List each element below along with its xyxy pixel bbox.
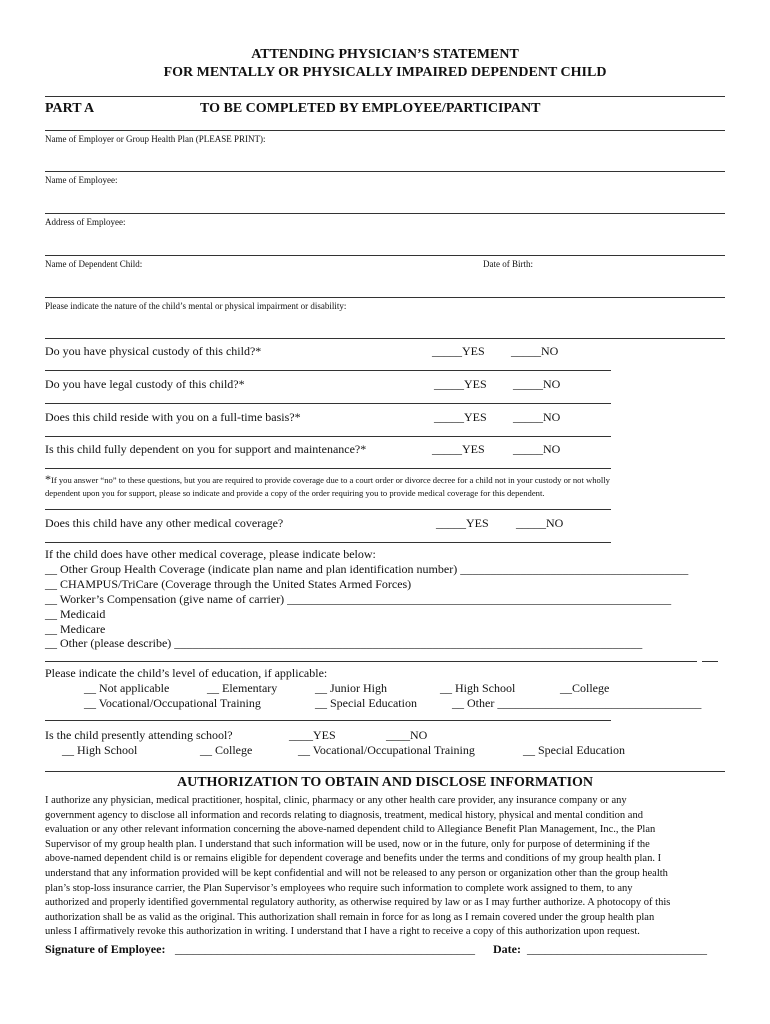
edu-high-school[interactable]: __ High School	[440, 681, 516, 695]
note-line2: dependent upon you for support, please so indicate and provide a copy of the order requiring you to provide medical coverage for this dependent.	[45, 487, 545, 498]
employer-label: Name of Employer or Group Health Plan (PLEASE PRINT):	[45, 134, 266, 144]
edu-special[interactable]: __ Special Education	[315, 696, 417, 710]
coverage-workers-comp[interactable]: __ Worker’s Compensation (give name of carrier) ________________________________________________________________	[45, 592, 672, 606]
nature-answer-line[interactable]	[45, 338, 725, 339]
q4-text: Is this child fully dependent on you for support and maintenance?*	[45, 442, 367, 456]
q4-yes[interactable]: _____YES	[432, 442, 485, 456]
dependent-label: Name of Dependent Child:	[45, 259, 143, 269]
authorization-line: plan’s stop-loss insurance carrier, the Plan Supervisor’s employees who require such information to complete work assigned to them, to any	[45, 882, 633, 894]
q1-no[interactable]: _____NO	[511, 344, 559, 358]
nature-label: Please indicate the nature of the child’s mental or physical impairment or disability:	[45, 301, 347, 311]
attending-vocational[interactable]: __ Vocational/Occupational Training	[298, 743, 475, 757]
edu-other[interactable]: __ Other __________________________________	[452, 696, 702, 710]
q5-divider	[45, 542, 611, 543]
employer-line[interactable]	[45, 130, 725, 131]
attending-high-school[interactable]: __ High School	[62, 743, 138, 757]
q3-no[interactable]: _____NO	[513, 410, 561, 424]
address-line[interactable]	[45, 213, 725, 214]
authorization-line: evaluation or any other relevant information concerning the above-named dependent child to Allegiance Benefit Plan Management, Inc., the Plan	[45, 824, 656, 836]
coverage-medicare[interactable]: __ Medicare	[45, 622, 106, 636]
attending-divider	[45, 771, 725, 772]
coverage-intro: If the child does have other medical coverage, please indicate below:	[45, 547, 376, 561]
signature-label: Signature of Employee:	[45, 942, 166, 956]
attending-yes[interactable]: ____YES	[289, 728, 336, 742]
note-line1: If you answer “no” to these questions, but you are required to provide coverage due to a court order or divorce decree for a child not in your custody or not wholly	[51, 475, 610, 485]
authorization-line: above-named dependent child is or remains eligible for dependent coverage and benefits under the terms and conditions of my group health plan. I	[45, 853, 662, 865]
authorization-line: Supervisor of my group health plan. I understand that such information will be used, now or in the future, only for purpose of determining if the	[45, 838, 650, 850]
dependent-line[interactable]	[45, 255, 725, 256]
q3-text: Does this child reside with you on a full-time basis?*	[45, 410, 301, 424]
date-field[interactable]: ______________________________	[527, 942, 707, 956]
authorization-line: understand that any information provided will be kept confidential and will not be released to any person or organization other than the group health	[45, 867, 668, 879]
q2-text: Do you have legal custody of this child?*	[45, 377, 245, 391]
edu-junior-high[interactable]: __ Junior High	[315, 681, 387, 695]
q5-yes[interactable]: _____YES	[436, 516, 489, 530]
authorization-line: government agency to disclose all information and records relating to diagnosis, treatment, medical history, physical and mental condition and	[45, 809, 643, 821]
q4-no[interactable]: _____NO	[513, 442, 561, 456]
note-star: *	[45, 472, 51, 486]
form-title-line2: FOR MENTALLY OR PHYSICALLY IMPAIRED DEPENDENT CHILD	[163, 65, 607, 80]
q1-divider	[45, 370, 611, 371]
q3-yes[interactable]: _____YES	[434, 410, 487, 424]
nature-line[interactable]	[45, 297, 725, 298]
q5-no[interactable]: _____NO	[516, 516, 564, 530]
edu-vocational[interactable]: __ Vocational/Occupational Training	[84, 696, 261, 710]
education-divider	[45, 720, 611, 721]
coverage-divider-tail	[702, 661, 718, 662]
edu-college[interactable]: __College	[560, 681, 610, 695]
attending-question: Is the child presently attending school?	[45, 728, 233, 742]
q4-divider	[45, 468, 611, 469]
signature-field[interactable]: __________________________________________________	[175, 942, 475, 956]
q1-yes[interactable]: _____YES	[432, 344, 485, 358]
authorization-text	[45, 794, 729, 940]
q5-text: Does this child have any other medical coverage?	[45, 516, 284, 530]
q2-no[interactable]: _____NO	[513, 377, 561, 391]
coverage-divider	[45, 661, 697, 662]
authorization-line: unless I affirmatively revoke this authorization in writing. I understand that I have a right to receive a copy of this authorization upon request.	[45, 926, 640, 938]
part-a-heading: TO BE COMPLETED BY EMPLOYEE/PARTICIPANT	[200, 101, 541, 116]
q1-text: Do you have physical custody of this child?*	[45, 344, 262, 358]
attending-no[interactable]: ____NO	[386, 728, 428, 742]
note-divider	[45, 509, 611, 510]
date-label: Date:	[493, 942, 521, 956]
authorization-heading: AUTHORIZATION TO OBTAIN AND DISCLOSE INFORMATION	[176, 775, 594, 790]
coverage-champus[interactable]: __ CHAMPUS/TriCare (Coverage through the United States Armed Forces)	[45, 577, 412, 591]
edu-not-applicable[interactable]: __ Not applicable	[84, 681, 170, 695]
form-title-line1: ATTENDING PHYSICIAN’S STATEMENT	[251, 47, 519, 62]
custody-note	[45, 473, 729, 499]
coverage-other[interactable]: __ Other (please describe) ______________________________________________________________________________	[45, 636, 643, 650]
q2-yes[interactable]: _____YES	[434, 377, 487, 391]
q2-divider	[45, 403, 611, 404]
authorization-line: I authorize any physician, medical practitioner, hospital, clinic, pharmacy or any other health care provider, any insurance company or any	[45, 795, 627, 806]
authorization-line: authorized and properly identified governmental regulatory authority, as otherwise required by law or as I may further authorize. A photocopy of this	[45, 897, 671, 909]
edu-elementary[interactable]: __ Elementary	[207, 681, 278, 695]
q3-divider	[45, 436, 611, 437]
address-label: Address of Employee:	[45, 217, 126, 227]
coverage-medicaid[interactable]: __ Medicaid	[45, 607, 106, 621]
authorization-line: authorization shall be as valid as the original. This authorization shall remain in force for as long as I remain covered under the group health plan	[45, 911, 655, 923]
dob-label: Date of Birth:	[483, 259, 533, 269]
attending-special[interactable]: __ Special Education	[523, 743, 625, 757]
attending-college[interactable]: __ College	[200, 743, 253, 757]
coverage-group-health[interactable]: __ Other Group Health Coverage (indicate plan name and plan identification number) ______________________________________	[45, 562, 689, 576]
education-intro: Please indicate the child’s level of education, if applicable:	[45, 666, 328, 680]
employee-label: Name of Employee:	[45, 175, 118, 185]
title-divider	[45, 96, 725, 97]
part-a-label: PART A	[45, 101, 95, 116]
employee-line[interactable]	[45, 171, 725, 172]
